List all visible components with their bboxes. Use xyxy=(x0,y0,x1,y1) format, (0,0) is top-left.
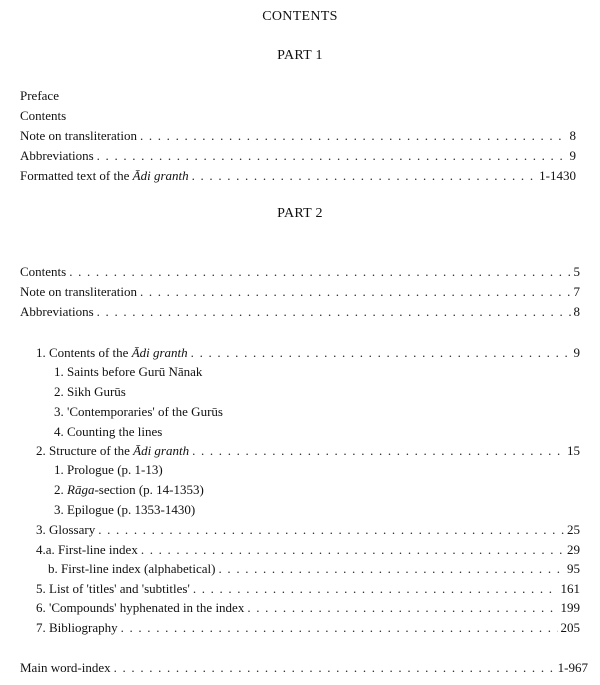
toc-entry-label: Abbreviations xyxy=(20,304,94,319)
toc-section[interactable] xyxy=(36,345,580,361)
toc-entry-label: Abbreviations xyxy=(20,148,94,163)
leader-dots xyxy=(140,128,567,144)
toc-entry-label: 1. Contents of the Ādi granth xyxy=(36,345,188,360)
toc-entry-page: 95 xyxy=(567,561,580,576)
leader-dots xyxy=(191,345,571,361)
toc-entry-label: Main word-index xyxy=(20,660,111,675)
leader-dots xyxy=(219,561,564,577)
toc-entry-page: 205 xyxy=(560,620,580,635)
toc-section[interactable] xyxy=(36,443,580,459)
toc-entry-page: 5 xyxy=(573,264,580,279)
toc-entry-page: 161 xyxy=(560,581,580,596)
leader-dots xyxy=(114,660,555,676)
toc-subitem[interactable]: 1. Prologue (p. 1-13) xyxy=(54,462,163,477)
toc-entry-label: 5. List of 'titles' and 'subtitles' xyxy=(36,581,190,596)
toc-entry[interactable] xyxy=(20,284,580,300)
toc-entry[interactable] xyxy=(20,264,580,280)
page-title: CONTENTS xyxy=(262,9,338,24)
leader-dots xyxy=(192,443,564,459)
toc-section[interactable] xyxy=(48,561,580,577)
leader-dots xyxy=(121,620,558,636)
toc-entry-page: 15 xyxy=(567,443,580,458)
toc-entry-page: 1-1430 xyxy=(539,168,576,183)
toc-subitem[interactable]: 2. Sikh Gurūs xyxy=(54,384,126,399)
part-2-title: PART 2 xyxy=(277,206,323,221)
toc-entry-label: 4.a. First-line index xyxy=(36,542,138,557)
toc-section[interactable] xyxy=(36,522,580,538)
toc-section[interactable] xyxy=(36,581,580,597)
leader-dots xyxy=(141,542,564,558)
toc-entry-label: Note on transliteration xyxy=(20,284,137,299)
leader-dots xyxy=(247,600,557,616)
toc-preface[interactable]: Preface xyxy=(20,88,59,103)
toc-entry-label: 7. Bibliography xyxy=(36,620,118,635)
toc-subitem[interactable]: 1. Saints before Gurū Nānak xyxy=(54,364,203,379)
toc-entry-label: 6. 'Compounds' hyphenated in the index xyxy=(36,600,245,615)
toc-entry-label: b. First-line index (alphabetical) xyxy=(48,561,216,576)
toc-entry-label: Formatted text of the Ādi granth xyxy=(20,168,189,183)
toc-entry-page: 199 xyxy=(560,600,580,615)
toc-entry[interactable] xyxy=(20,128,576,144)
toc-entry-page: 7 xyxy=(573,284,580,299)
toc-entry-label: 3. Glossary xyxy=(36,522,96,537)
toc-entry-label: Contents xyxy=(20,264,67,279)
toc-contents[interactable]: Contents xyxy=(20,108,67,123)
toc-section[interactable] xyxy=(36,542,580,558)
leader-dots xyxy=(97,148,567,164)
toc-entry[interactable] xyxy=(20,148,576,164)
leader-dots xyxy=(193,581,558,597)
toc-entry-page: 9 xyxy=(569,148,576,163)
toc-subitem[interactable]: 3. Epilogue (p. 1353-1430) xyxy=(54,502,196,517)
toc-entry-page: 25 xyxy=(567,522,580,537)
toc-entry-page: 9 xyxy=(573,345,580,360)
toc-entry-page: 29 xyxy=(567,542,580,557)
toc-subitem[interactable]: 2. Rāga-section (p. 14-1353) xyxy=(54,482,204,497)
toc-section[interactable] xyxy=(36,600,580,616)
toc-entry-page: 8 xyxy=(573,304,580,319)
toc-subitem[interactable]: 4. Counting the lines xyxy=(54,424,163,439)
toc-entry[interactable] xyxy=(20,304,580,320)
toc-section[interactable] xyxy=(36,620,580,636)
part-1-title: PART 1 xyxy=(277,48,323,63)
toc-entry-page: 8 xyxy=(569,128,576,143)
leader-dots xyxy=(192,168,537,184)
leader-dots xyxy=(140,284,571,300)
toc-entry[interactable] xyxy=(20,660,588,676)
toc-entry[interactable] xyxy=(20,168,576,184)
leader-dots xyxy=(97,304,571,320)
leader-dots xyxy=(98,522,564,538)
toc-subitem[interactable]: 3. 'Contemporaries' of the Gurūs xyxy=(54,404,223,419)
toc-entry-page: 1-967 xyxy=(557,660,588,675)
toc-entry-label: 2. Structure of the Ādi granth xyxy=(36,443,190,458)
toc-entry-label: Note on transliteration xyxy=(20,128,137,143)
leader-dots xyxy=(69,264,570,280)
